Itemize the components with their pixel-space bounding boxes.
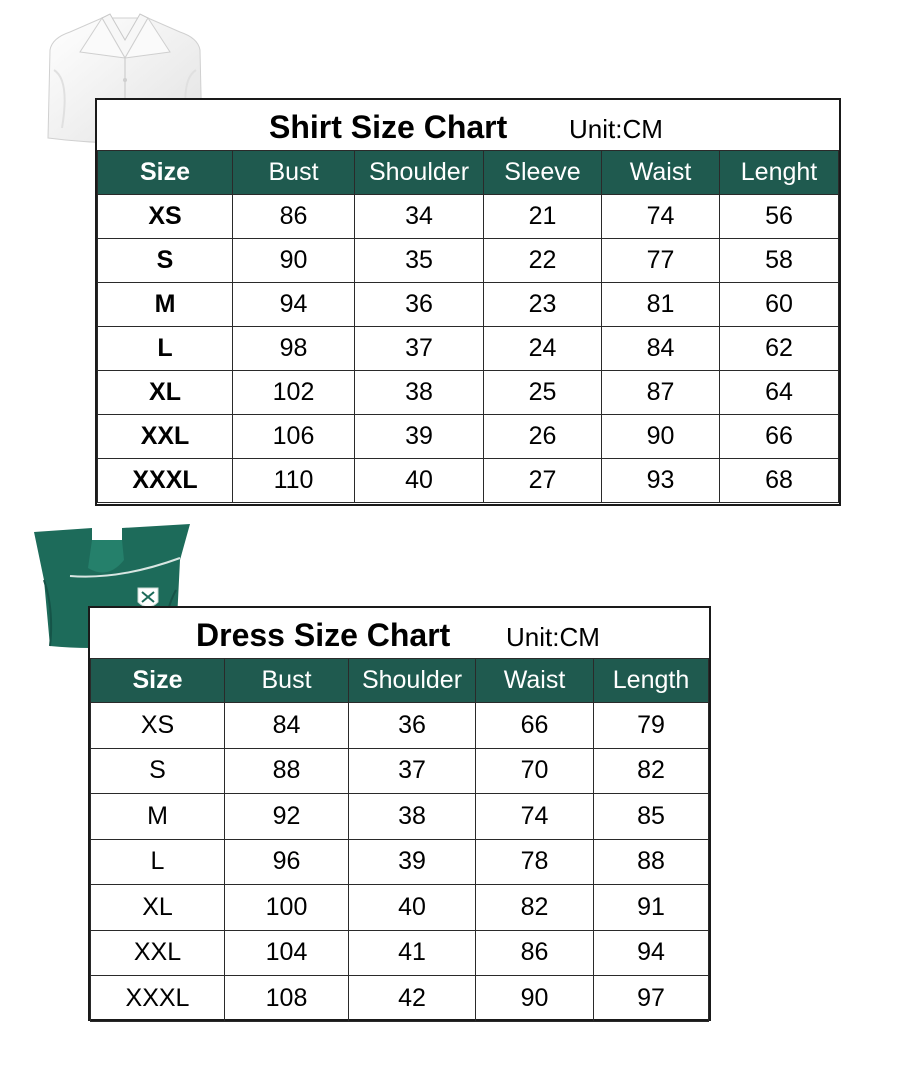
waist-cell: 77 (602, 239, 720, 283)
column-header-length: Length (594, 659, 709, 703)
table-row (98, 327, 839, 371)
column-header-shoulder: Shoulder (355, 151, 484, 195)
waist-cell: 90 (602, 415, 720, 459)
table-row (98, 239, 839, 283)
table-row (91, 748, 709, 794)
length-cell: 79 (594, 703, 709, 749)
sleeve-cell: 21 (484, 195, 602, 239)
bust-cell: 108 (225, 976, 349, 1022)
column-header-waist: Waist (602, 151, 720, 195)
shirt-chart-title: Shirt Size Chart (269, 109, 508, 145)
size-cell: L (91, 839, 225, 885)
length-cell: 60 (720, 283, 839, 327)
length-cell: 85 (594, 794, 709, 840)
sleeve-cell: 27 (484, 459, 602, 503)
table-row (98, 283, 839, 327)
waist-cell: 87 (602, 371, 720, 415)
bust-cell: 102 (233, 371, 355, 415)
waist-cell: 86 (476, 930, 594, 976)
bust-cell: 110 (233, 459, 355, 503)
waist-cell: 74 (602, 195, 720, 239)
bust-cell: 88 (225, 748, 349, 794)
bust-cell: 106 (233, 415, 355, 459)
table-row (91, 839, 709, 885)
waist-cell: 74 (476, 794, 594, 840)
length-cell: 97 (594, 976, 709, 1022)
length-cell: 56 (720, 195, 839, 239)
size-cell: S (91, 748, 225, 794)
length-cell: 68 (720, 459, 839, 503)
table-row (91, 794, 709, 840)
length-cell: 64 (720, 371, 839, 415)
table-header-row (91, 659, 709, 703)
shoulder-cell: 39 (349, 839, 476, 885)
shirt-size-chart (95, 98, 841, 506)
shoulder-cell: 40 (355, 459, 484, 503)
shoulder-cell: 37 (349, 748, 476, 794)
shoulder-cell: 39 (355, 415, 484, 459)
bust-cell: 86 (233, 195, 355, 239)
column-header-bust: Bust (233, 151, 355, 195)
sleeve-cell: 26 (484, 415, 602, 459)
size-cell: XXL (98, 415, 233, 459)
waist-cell: 66 (476, 703, 594, 749)
sleeve-cell: 24 (484, 327, 602, 371)
column-header-size: Size (91, 659, 225, 703)
size-cell: XXXL (98, 459, 233, 503)
table-row (91, 885, 709, 931)
column-header-waist: Waist (476, 659, 594, 703)
bust-cell: 90 (233, 239, 355, 283)
table-row (91, 703, 709, 749)
bust-cell: 100 (225, 885, 349, 931)
size-cell: XL (91, 885, 225, 931)
shoulder-cell: 38 (355, 371, 484, 415)
waist-cell: 70 (476, 748, 594, 794)
size-cell: L (98, 327, 233, 371)
size-cell: M (98, 283, 233, 327)
column-header-shoulder: Shoulder (349, 659, 476, 703)
shoulder-cell: 36 (349, 703, 476, 749)
dress-chart-unit: Unit:CM (506, 622, 600, 652)
dress-size-chart (88, 606, 711, 1021)
shoulder-cell: 41 (349, 930, 476, 976)
waist-cell: 93 (602, 459, 720, 503)
size-cell: S (98, 239, 233, 283)
bust-cell: 98 (233, 327, 355, 371)
length-cell: 82 (594, 748, 709, 794)
shoulder-cell: 35 (355, 239, 484, 283)
length-cell: 94 (594, 930, 709, 976)
length-cell: 66 (720, 415, 839, 459)
size-cell: XS (91, 703, 225, 749)
table-row (98, 371, 839, 415)
size-cell: XS (98, 195, 233, 239)
shoulder-cell: 37 (355, 327, 484, 371)
shirt-size-table (97, 150, 839, 503)
table-row (98, 195, 839, 239)
sleeve-cell: 23 (484, 283, 602, 327)
shoulder-cell: 42 (349, 976, 476, 1022)
length-cell: 62 (720, 327, 839, 371)
bust-cell: 92 (225, 794, 349, 840)
sleeve-cell: 22 (484, 239, 602, 283)
table-row (91, 976, 709, 1022)
shoulder-cell: 40 (349, 885, 476, 931)
bust-cell: 94 (233, 283, 355, 327)
dress-size-table (90, 658, 709, 1022)
waist-cell: 82 (476, 885, 594, 931)
length-cell: 88 (594, 839, 709, 885)
sleeve-cell: 25 (484, 371, 602, 415)
size-cell: XL (98, 371, 233, 415)
shoulder-cell: 36 (355, 283, 484, 327)
shoulder-cell: 34 (355, 195, 484, 239)
column-header-sleeve: Sleeve (484, 151, 602, 195)
bust-cell: 96 (225, 839, 349, 885)
column-header-size: Size (98, 151, 233, 195)
table-header-row (98, 151, 839, 195)
bust-cell: 84 (225, 703, 349, 749)
shoulder-cell: 38 (349, 794, 476, 840)
dress-chart-title-row (90, 608, 709, 658)
table-row (91, 930, 709, 976)
length-cell: 58 (720, 239, 839, 283)
waist-cell: 84 (602, 327, 720, 371)
shirt-chart-unit: Unit:CM (569, 114, 663, 144)
table-row (98, 459, 839, 503)
waist-cell: 81 (602, 283, 720, 327)
waist-cell: 78 (476, 839, 594, 885)
shirt-chart-title-row (97, 100, 839, 150)
waist-cell: 90 (476, 976, 594, 1022)
column-header-bust: Bust (225, 659, 349, 703)
bust-cell: 104 (225, 930, 349, 976)
dress-chart-title: Dress Size Chart (196, 617, 451, 653)
length-cell: 91 (594, 885, 709, 931)
table-row (98, 415, 839, 459)
column-header-length: Lenght (720, 151, 839, 195)
size-cell: M (91, 794, 225, 840)
size-cell: XXL (91, 930, 225, 976)
size-cell: XXXL (91, 976, 225, 1022)
